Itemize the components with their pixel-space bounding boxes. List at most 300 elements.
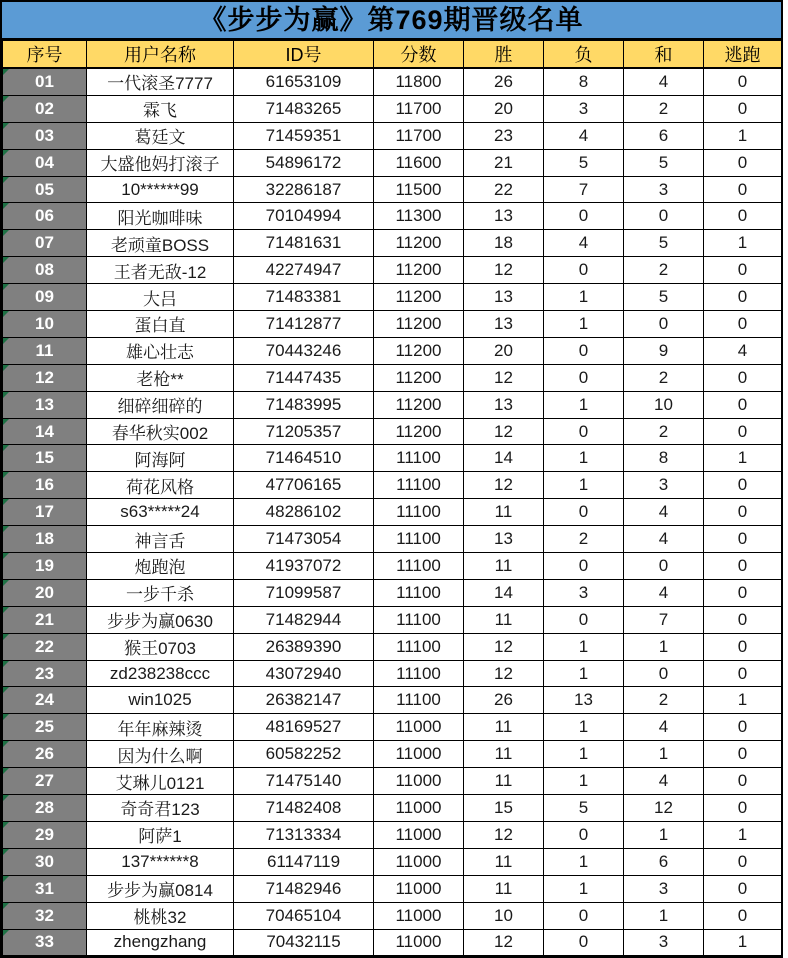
win-cell: 20 bbox=[464, 337, 544, 364]
id-cell: 71481631 bbox=[234, 230, 374, 257]
id-cell: 71475140 bbox=[234, 768, 374, 795]
win-cell: 12 bbox=[464, 418, 544, 445]
draw-cell: 0 bbox=[624, 203, 704, 230]
score-cell: 11100 bbox=[374, 526, 464, 553]
name-cell: 老枪** bbox=[87, 364, 234, 391]
rank-cell bbox=[3, 795, 87, 822]
flee-cell: 0 bbox=[704, 795, 782, 822]
table-row bbox=[3, 499, 782, 526]
name-cell: 一步千杀 bbox=[87, 579, 234, 606]
name-cell: 蛋白直 bbox=[87, 311, 234, 338]
flee-cell: 0 bbox=[704, 284, 782, 311]
name-cell: 老顽童BOSS bbox=[87, 230, 234, 257]
win-cell: 23 bbox=[464, 122, 544, 149]
table-row bbox=[3, 902, 782, 929]
score-cell: 11100 bbox=[374, 660, 464, 687]
loss-cell: 0 bbox=[544, 902, 624, 929]
flee-cell: 0 bbox=[704, 606, 782, 633]
draw-cell: 6 bbox=[624, 848, 704, 875]
rank-cell bbox=[3, 149, 87, 176]
draw-cell: 4 bbox=[624, 768, 704, 795]
loss-cell: 0 bbox=[544, 337, 624, 364]
table-row bbox=[3, 848, 782, 875]
draw-cell: 4 bbox=[624, 68, 704, 95]
rank-cell bbox=[3, 902, 87, 929]
cell-comment-triangle-icon bbox=[3, 526, 9, 532]
table-row bbox=[3, 257, 782, 284]
id-cell: 43072940 bbox=[234, 660, 374, 687]
flee-cell: 1 bbox=[704, 929, 782, 956]
loss-cell: 3 bbox=[544, 579, 624, 606]
cell-comment-triangle-icon bbox=[3, 472, 9, 478]
rank-number: 09 bbox=[35, 287, 54, 307]
win-cell: 12 bbox=[464, 257, 544, 284]
rank-cell bbox=[3, 929, 87, 956]
rank-number: 04 bbox=[35, 152, 54, 172]
loss-cell: 8 bbox=[544, 68, 624, 95]
score-cell: 11000 bbox=[374, 768, 464, 795]
win-cell: 26 bbox=[464, 68, 544, 95]
name-cell: 细碎细碎的 bbox=[87, 391, 234, 418]
name-cell: 137******8 bbox=[87, 848, 234, 875]
rank-cell bbox=[3, 418, 87, 445]
draw-cell: 1 bbox=[624, 633, 704, 660]
table-row bbox=[3, 364, 782, 391]
flee-cell: 0 bbox=[704, 579, 782, 606]
loss-cell: 4 bbox=[544, 230, 624, 257]
table-body bbox=[3, 68, 782, 956]
win-cell: 13 bbox=[464, 284, 544, 311]
table-row bbox=[3, 230, 782, 257]
loss-cell: 0 bbox=[544, 821, 624, 848]
table-row bbox=[3, 687, 782, 714]
score-cell: 11200 bbox=[374, 311, 464, 338]
id-cell: 71483265 bbox=[234, 95, 374, 122]
draw-cell: 6 bbox=[624, 122, 704, 149]
cell-comment-triangle-icon bbox=[3, 580, 9, 586]
score-cell: 11000 bbox=[374, 741, 464, 768]
cell-comment-triangle-icon bbox=[3, 741, 9, 747]
cell-comment-triangle-icon bbox=[3, 876, 9, 882]
table-row bbox=[3, 284, 782, 311]
score-cell: 11000 bbox=[374, 795, 464, 822]
name-cell: 葛廷文 bbox=[87, 122, 234, 149]
cell-comment-triangle-icon bbox=[3, 903, 9, 909]
rank-number: 12 bbox=[35, 367, 54, 387]
cell-comment-triangle-icon bbox=[3, 257, 9, 263]
loss-cell: 1 bbox=[544, 848, 624, 875]
cell-comment-triangle-icon bbox=[3, 849, 9, 855]
loss-cell: 1 bbox=[544, 445, 624, 472]
name-cell: 步步为赢0630 bbox=[87, 606, 234, 633]
rank-cell bbox=[3, 230, 87, 257]
name-cell: 奇奇君123 bbox=[87, 795, 234, 822]
name-cell: 王者无敌-12 bbox=[87, 257, 234, 284]
draw-cell: 1 bbox=[624, 741, 704, 768]
table-row bbox=[3, 122, 782, 149]
flee-cell: 0 bbox=[704, 472, 782, 499]
loss-cell: 13 bbox=[544, 687, 624, 714]
table-row bbox=[3, 929, 782, 956]
flee-cell: 1 bbox=[704, 821, 782, 848]
rank-number: 32 bbox=[35, 905, 54, 925]
column-header-draw: 和 bbox=[624, 41, 704, 69]
cell-comment-triangle-icon bbox=[3, 177, 9, 183]
name-cell: 步步为赢0814 bbox=[87, 875, 234, 902]
rank-number: 27 bbox=[35, 771, 54, 791]
win-cell: 11 bbox=[464, 875, 544, 902]
loss-cell: 1 bbox=[544, 714, 624, 741]
draw-cell: 4 bbox=[624, 499, 704, 526]
score-cell: 11800 bbox=[374, 68, 464, 95]
score-cell: 11100 bbox=[374, 499, 464, 526]
flee-cell: 0 bbox=[704, 714, 782, 741]
flee-cell: 0 bbox=[704, 848, 782, 875]
flee-cell: 0 bbox=[704, 741, 782, 768]
score-cell: 11000 bbox=[374, 848, 464, 875]
draw-cell: 10 bbox=[624, 391, 704, 418]
rank-number: 05 bbox=[35, 179, 54, 199]
table-row bbox=[3, 875, 782, 902]
win-cell: 13 bbox=[464, 391, 544, 418]
win-cell: 26 bbox=[464, 687, 544, 714]
draw-cell: 8 bbox=[624, 445, 704, 472]
flee-cell: 1 bbox=[704, 230, 782, 257]
rank-cell bbox=[3, 553, 87, 580]
id-cell: 71483381 bbox=[234, 284, 374, 311]
column-header-name: 用户名称 bbox=[87, 41, 234, 69]
win-cell: 12 bbox=[464, 472, 544, 499]
loss-cell: 1 bbox=[544, 633, 624, 660]
score-cell: 11600 bbox=[374, 149, 464, 176]
score-cell: 11000 bbox=[374, 821, 464, 848]
loss-cell: 0 bbox=[544, 929, 624, 956]
id-cell: 70443246 bbox=[234, 337, 374, 364]
loss-cell: 0 bbox=[544, 203, 624, 230]
rank-number: 21 bbox=[35, 609, 54, 629]
flee-cell: 0 bbox=[704, 311, 782, 338]
flee-cell: 1 bbox=[704, 445, 782, 472]
rank-number: 17 bbox=[35, 502, 54, 522]
rank-cell bbox=[3, 526, 87, 553]
column-header-loss: 负 bbox=[544, 41, 624, 69]
win-cell: 13 bbox=[464, 526, 544, 553]
draw-cell: 12 bbox=[624, 795, 704, 822]
rank-cell bbox=[3, 606, 87, 633]
loss-cell: 0 bbox=[544, 418, 624, 445]
rank-number: 31 bbox=[35, 878, 54, 898]
cell-comment-triangle-icon bbox=[3, 96, 9, 102]
rank-number: 08 bbox=[35, 260, 54, 280]
score-cell: 11700 bbox=[374, 95, 464, 122]
name-cell: 阳光咖啡味 bbox=[87, 203, 234, 230]
win-cell: 22 bbox=[464, 176, 544, 203]
flee-cell: 0 bbox=[704, 418, 782, 445]
rank-cell bbox=[3, 472, 87, 499]
name-cell: zhengzhang bbox=[87, 929, 234, 956]
win-cell: 11 bbox=[464, 741, 544, 768]
rank-cell bbox=[3, 875, 87, 902]
id-cell: 71313334 bbox=[234, 821, 374, 848]
table-row bbox=[3, 68, 782, 95]
rank-cell bbox=[3, 633, 87, 660]
table-row bbox=[3, 418, 782, 445]
id-cell: 71482944 bbox=[234, 606, 374, 633]
score-cell: 11100 bbox=[374, 633, 464, 660]
name-cell: 春华秋实002 bbox=[87, 418, 234, 445]
rank-cell bbox=[3, 68, 87, 95]
draw-cell: 3 bbox=[624, 875, 704, 902]
rank-number: 22 bbox=[35, 636, 54, 656]
column-header-flee: 逃跑 bbox=[704, 41, 782, 69]
table-row bbox=[3, 95, 782, 122]
win-cell: 11 bbox=[464, 714, 544, 741]
id-cell: 61653109 bbox=[234, 68, 374, 95]
id-cell: 54896172 bbox=[234, 149, 374, 176]
flee-cell: 0 bbox=[704, 768, 782, 795]
flee-cell: 0 bbox=[704, 257, 782, 284]
rank-number: 01 bbox=[35, 71, 54, 91]
cell-comment-triangle-icon bbox=[3, 687, 9, 693]
rank-number: 23 bbox=[35, 663, 54, 683]
rank-number: 24 bbox=[35, 690, 54, 710]
win-cell: 14 bbox=[464, 579, 544, 606]
loss-cell: 5 bbox=[544, 795, 624, 822]
draw-cell: 3 bbox=[624, 929, 704, 956]
promotion-table bbox=[2, 40, 782, 956]
win-cell: 10 bbox=[464, 902, 544, 929]
win-cell: 14 bbox=[464, 445, 544, 472]
name-cell: 艾琳儿0121 bbox=[87, 768, 234, 795]
flee-cell: 0 bbox=[704, 633, 782, 660]
rank-number: 33 bbox=[35, 932, 54, 952]
rank-cell bbox=[3, 687, 87, 714]
name-cell: 年年麻辣烫 bbox=[87, 714, 234, 741]
table-row bbox=[3, 203, 782, 230]
score-cell: 11200 bbox=[374, 337, 464, 364]
flee-cell: 0 bbox=[704, 660, 782, 687]
loss-cell: 7 bbox=[544, 176, 624, 203]
table-row bbox=[3, 633, 782, 660]
rank-cell bbox=[3, 445, 87, 472]
draw-cell: 4 bbox=[624, 526, 704, 553]
cell-comment-triangle-icon bbox=[3, 445, 9, 451]
rank-cell bbox=[3, 364, 87, 391]
table-row bbox=[3, 445, 782, 472]
id-cell: 48286102 bbox=[234, 499, 374, 526]
draw-cell: 5 bbox=[624, 230, 704, 257]
id-cell: 26389390 bbox=[234, 633, 374, 660]
cell-comment-triangle-icon bbox=[3, 607, 9, 613]
draw-cell: 5 bbox=[624, 284, 704, 311]
flee-cell: 0 bbox=[704, 553, 782, 580]
rank-number: 26 bbox=[35, 744, 54, 764]
draw-cell: 0 bbox=[624, 311, 704, 338]
name-cell: 猴王0703 bbox=[87, 633, 234, 660]
score-cell: 11000 bbox=[374, 902, 464, 929]
draw-cell: 2 bbox=[624, 95, 704, 122]
name-cell: zd238238ccc bbox=[87, 660, 234, 687]
id-cell: 42274947 bbox=[234, 257, 374, 284]
name-cell: 因为什么啊 bbox=[87, 741, 234, 768]
id-cell: 47706165 bbox=[234, 472, 374, 499]
flee-cell: 0 bbox=[704, 391, 782, 418]
name-cell: 10******99 bbox=[87, 176, 234, 203]
cell-comment-triangle-icon bbox=[3, 150, 9, 156]
table-row bbox=[3, 472, 782, 499]
rank-cell bbox=[3, 848, 87, 875]
id-cell: 61147119 bbox=[234, 848, 374, 875]
id-cell: 71483995 bbox=[234, 391, 374, 418]
score-cell: 11200 bbox=[374, 418, 464, 445]
rank-cell bbox=[3, 203, 87, 230]
name-cell: 荷花风格 bbox=[87, 472, 234, 499]
loss-cell: 0 bbox=[544, 606, 624, 633]
rank-number: 13 bbox=[35, 394, 54, 414]
cell-comment-triangle-icon bbox=[3, 338, 9, 344]
name-cell: win1025 bbox=[87, 687, 234, 714]
cell-comment-triangle-icon bbox=[3, 123, 9, 129]
loss-cell: 1 bbox=[544, 284, 624, 311]
rank-cell bbox=[3, 660, 87, 687]
loss-cell: 4 bbox=[544, 122, 624, 149]
flee-cell: 0 bbox=[704, 902, 782, 929]
rank-number: 20 bbox=[35, 582, 54, 602]
loss-cell: 1 bbox=[544, 741, 624, 768]
win-cell: 12 bbox=[464, 929, 544, 956]
loss-cell: 3 bbox=[544, 95, 624, 122]
win-cell: 12 bbox=[464, 364, 544, 391]
cell-comment-triangle-icon bbox=[3, 930, 9, 936]
table-row bbox=[3, 337, 782, 364]
rank-cell bbox=[3, 176, 87, 203]
table-row bbox=[3, 553, 782, 580]
draw-cell: 2 bbox=[624, 257, 704, 284]
draw-cell: 5 bbox=[624, 149, 704, 176]
score-cell: 11200 bbox=[374, 284, 464, 311]
win-cell: 13 bbox=[464, 311, 544, 338]
loss-cell: 1 bbox=[544, 472, 624, 499]
flee-cell: 0 bbox=[704, 149, 782, 176]
win-cell: 12 bbox=[464, 821, 544, 848]
rank-cell bbox=[3, 741, 87, 768]
name-cell: 阿萨1 bbox=[87, 821, 234, 848]
rank-cell bbox=[3, 499, 87, 526]
cell-comment-triangle-icon bbox=[3, 661, 9, 667]
win-cell: 11 bbox=[464, 499, 544, 526]
cell-comment-triangle-icon bbox=[3, 714, 9, 720]
loss-cell: 1 bbox=[544, 768, 624, 795]
table-row bbox=[3, 660, 782, 687]
win-cell: 12 bbox=[464, 633, 544, 660]
rank-number: 03 bbox=[35, 125, 54, 145]
draw-cell: 3 bbox=[624, 472, 704, 499]
rank-cell bbox=[3, 579, 87, 606]
rank-cell bbox=[3, 821, 87, 848]
id-cell: 41937072 bbox=[234, 553, 374, 580]
loss-cell: 0 bbox=[544, 257, 624, 284]
score-cell: 11100 bbox=[374, 445, 464, 472]
table-row bbox=[3, 795, 782, 822]
rank-number: 06 bbox=[35, 206, 54, 226]
page-title: 《步步为赢》第769期晋级名单 bbox=[2, 2, 781, 40]
rank-number: 28 bbox=[35, 797, 54, 817]
column-header-no: 序号 bbox=[3, 41, 87, 69]
cell-comment-triangle-icon bbox=[3, 499, 9, 505]
cell-comment-triangle-icon bbox=[3, 634, 9, 640]
draw-cell: 2 bbox=[624, 687, 704, 714]
rank-cell bbox=[3, 122, 87, 149]
id-cell: 48169527 bbox=[234, 714, 374, 741]
id-cell: 70432115 bbox=[234, 929, 374, 956]
table-row bbox=[3, 821, 782, 848]
win-cell: 12 bbox=[464, 660, 544, 687]
draw-cell: 7 bbox=[624, 606, 704, 633]
id-cell: 71464510 bbox=[234, 445, 374, 472]
loss-cell: 5 bbox=[544, 149, 624, 176]
score-cell: 11200 bbox=[374, 391, 464, 418]
flee-cell: 4 bbox=[704, 337, 782, 364]
rank-number: 10 bbox=[35, 313, 54, 333]
loss-cell: 0 bbox=[544, 499, 624, 526]
win-cell: 11 bbox=[464, 768, 544, 795]
loss-cell: 0 bbox=[544, 364, 624, 391]
draw-cell: 4 bbox=[624, 579, 704, 606]
flee-cell: 1 bbox=[704, 122, 782, 149]
loss-cell: 1 bbox=[544, 875, 624, 902]
rank-cell bbox=[3, 337, 87, 364]
cell-comment-triangle-icon bbox=[3, 284, 9, 290]
rank-cell bbox=[3, 391, 87, 418]
table-row bbox=[3, 768, 782, 795]
name-cell: s63*****24 bbox=[87, 499, 234, 526]
rank-cell bbox=[3, 257, 87, 284]
draw-cell: 9 bbox=[624, 337, 704, 364]
table-row bbox=[3, 391, 782, 418]
rank-number: 11 bbox=[35, 340, 54, 360]
table-row bbox=[3, 606, 782, 633]
rank-cell bbox=[3, 95, 87, 122]
rank-number: 15 bbox=[35, 448, 54, 468]
table-row bbox=[3, 741, 782, 768]
rank-cell bbox=[3, 284, 87, 311]
win-cell: 13 bbox=[464, 203, 544, 230]
loss-cell: 2 bbox=[544, 526, 624, 553]
flee-cell: 0 bbox=[704, 176, 782, 203]
win-cell: 15 bbox=[464, 795, 544, 822]
id-cell: 71099587 bbox=[234, 579, 374, 606]
win-cell: 11 bbox=[464, 848, 544, 875]
score-cell: 11100 bbox=[374, 606, 464, 633]
win-cell: 20 bbox=[464, 95, 544, 122]
loss-cell: 1 bbox=[544, 660, 624, 687]
rank-cell bbox=[3, 768, 87, 795]
flee-cell: 0 bbox=[704, 499, 782, 526]
cell-comment-triangle-icon bbox=[3, 795, 9, 801]
rank-number: 16 bbox=[35, 475, 54, 495]
table-row bbox=[3, 176, 782, 203]
loss-cell: 1 bbox=[544, 391, 624, 418]
score-cell: 11000 bbox=[374, 714, 464, 741]
draw-cell: 1 bbox=[624, 902, 704, 929]
draw-cell: 2 bbox=[624, 364, 704, 391]
flee-cell: 0 bbox=[704, 203, 782, 230]
id-cell: 70104994 bbox=[234, 203, 374, 230]
win-cell: 11 bbox=[464, 553, 544, 580]
id-cell: 32286187 bbox=[234, 176, 374, 203]
score-cell: 11200 bbox=[374, 230, 464, 257]
flee-cell: 0 bbox=[704, 364, 782, 391]
